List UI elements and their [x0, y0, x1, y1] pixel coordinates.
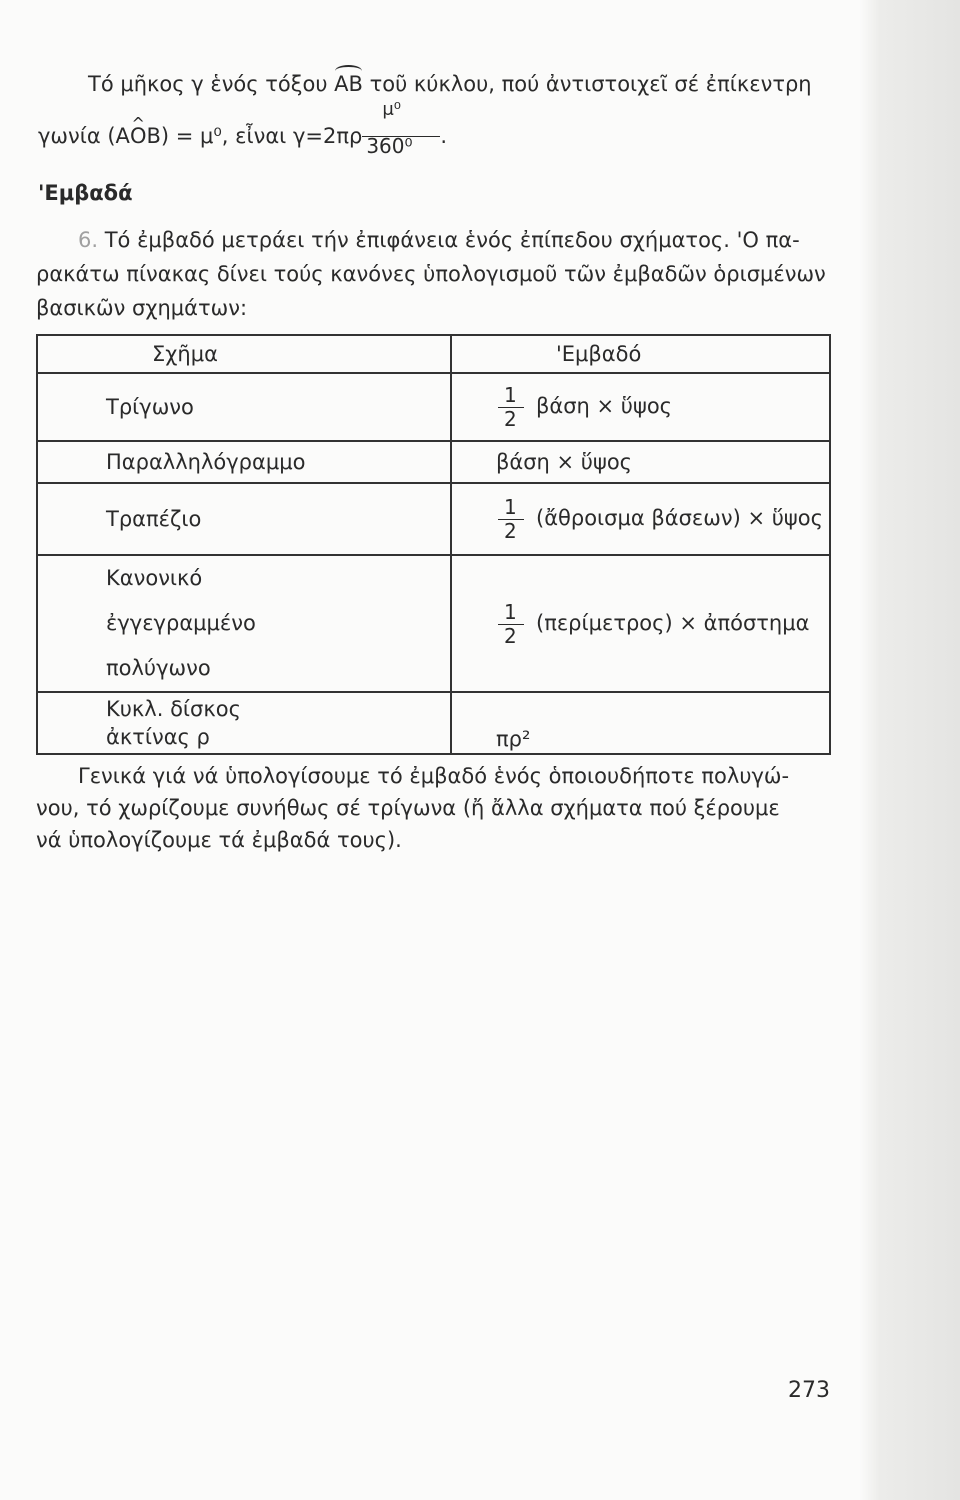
shape-line: ἐγγεγραμμένο — [106, 611, 256, 635]
table-header-row — [37, 335, 830, 373]
shape-line: Κανονικό — [106, 566, 203, 590]
header-shape: Σχῆμα — [37, 335, 451, 373]
intro-line-2 — [38, 99, 448, 158]
one-half — [496, 600, 526, 648]
section-line-1 — [78, 228, 800, 252]
half-numerator: 1 — [504, 495, 517, 519]
outro-line-1: Γενικά γιά νά ὑπολογίσουμε τό ἐμβαδό ἑνός ὁποιουδήποτε πολυγώ- — [78, 764, 790, 788]
intro-line-1 — [88, 72, 812, 96]
intro-text: B) = μ⁰, εἶναι γ=2πρ — [146, 124, 363, 148]
half-numerator: 1 — [504, 599, 517, 624]
shape-parallelogram: Παραλληλόγραμμο — [37, 441, 451, 483]
one-half — [496, 383, 526, 431]
outro-line-3: νά ὑπολογίζουμε τά ἐμβαδά τους). — [36, 828, 402, 852]
angle-vertex: ^ O — [130, 124, 147, 148]
page-edge-shadow — [860, 0, 960, 1500]
table-row — [37, 441, 830, 483]
degree-fraction — [362, 99, 440, 158]
table-row — [37, 692, 830, 754]
formula-text: (περίμετρος) × ἀπόστημα — [536, 610, 810, 635]
intro-text: Τό μῆκος γ ἑνός τόξου — [88, 72, 335, 96]
shape-disk — [37, 692, 451, 754]
table-row — [37, 373, 830, 441]
table-row — [37, 555, 830, 692]
outro-line-2: νου, τό χωρίζουμε συνήθως σέ τρίγωνα (ἤ ἄλλα σχήματα πού ξέρουμε — [36, 796, 780, 820]
half-denominator: 2 — [504, 519, 517, 543]
page-number: 273 — [788, 1378, 830, 1403]
shape-trapezoid: Τραπέζιο — [37, 483, 451, 555]
shape-line: ἀκτίνας ρ — [106, 725, 210, 749]
formula-parallelogram: βάση × ὕψος — [451, 441, 830, 483]
half-denominator: 2 — [504, 623, 517, 648]
fraction-denominator: 360⁰ — [366, 134, 413, 158]
half-numerator: 1 — [504, 383, 517, 407]
formula-regular-polygon — [451, 555, 830, 692]
intro-text: . — [440, 124, 448, 148]
shape-line: πολύγωνο — [106, 656, 211, 680]
table-row — [37, 483, 830, 555]
header-area: 'Εμβαδό — [451, 335, 830, 373]
arc-symbol: AB — [334, 72, 363, 96]
formula-triangle — [451, 373, 830, 441]
intro-text: τοῦ κύκλου, πού ἀντιστοιχεῖ σέ ἐπίκεντρη — [362, 72, 812, 96]
fraction-numerator: μ⁰ — [382, 99, 401, 120]
section-line-2: ρακάτω πίνακας δίνει τούς κανόνες ὑπολογισμοῦ τῶν ἐμβαδῶν ὁρισμένων — [36, 262, 826, 286]
one-half — [496, 495, 526, 543]
shape-line: Κυκλ. δίσκος — [106, 697, 241, 721]
shape-regular-polygon — [37, 555, 451, 692]
section-heading: 'Εμβαδά — [38, 181, 133, 205]
section-number: 6. — [78, 228, 99, 252]
half-denominator: 2 — [504, 407, 517, 431]
area-formulas-table — [36, 334, 831, 755]
formula-disk: πρ² — [451, 692, 830, 754]
formula-trapezoid — [451, 483, 830, 555]
section-line-3: βασικῶν σχημάτων: — [36, 296, 248, 320]
formula-text: βάση × ὕψος — [536, 394, 672, 418]
shape-triangle: Τρίγωνο — [37, 373, 451, 441]
formula-text: (ἄθροισμα βάσεων) × ὕψος — [536, 506, 823, 530]
intro-text: γωνία (A — [38, 124, 130, 148]
section-text: Τό ἐμβαδό μετράει τήν ἐπιφάνεια ἑνός ἐπίπεδου σχήματος. 'Ο πα- — [104, 228, 800, 252]
